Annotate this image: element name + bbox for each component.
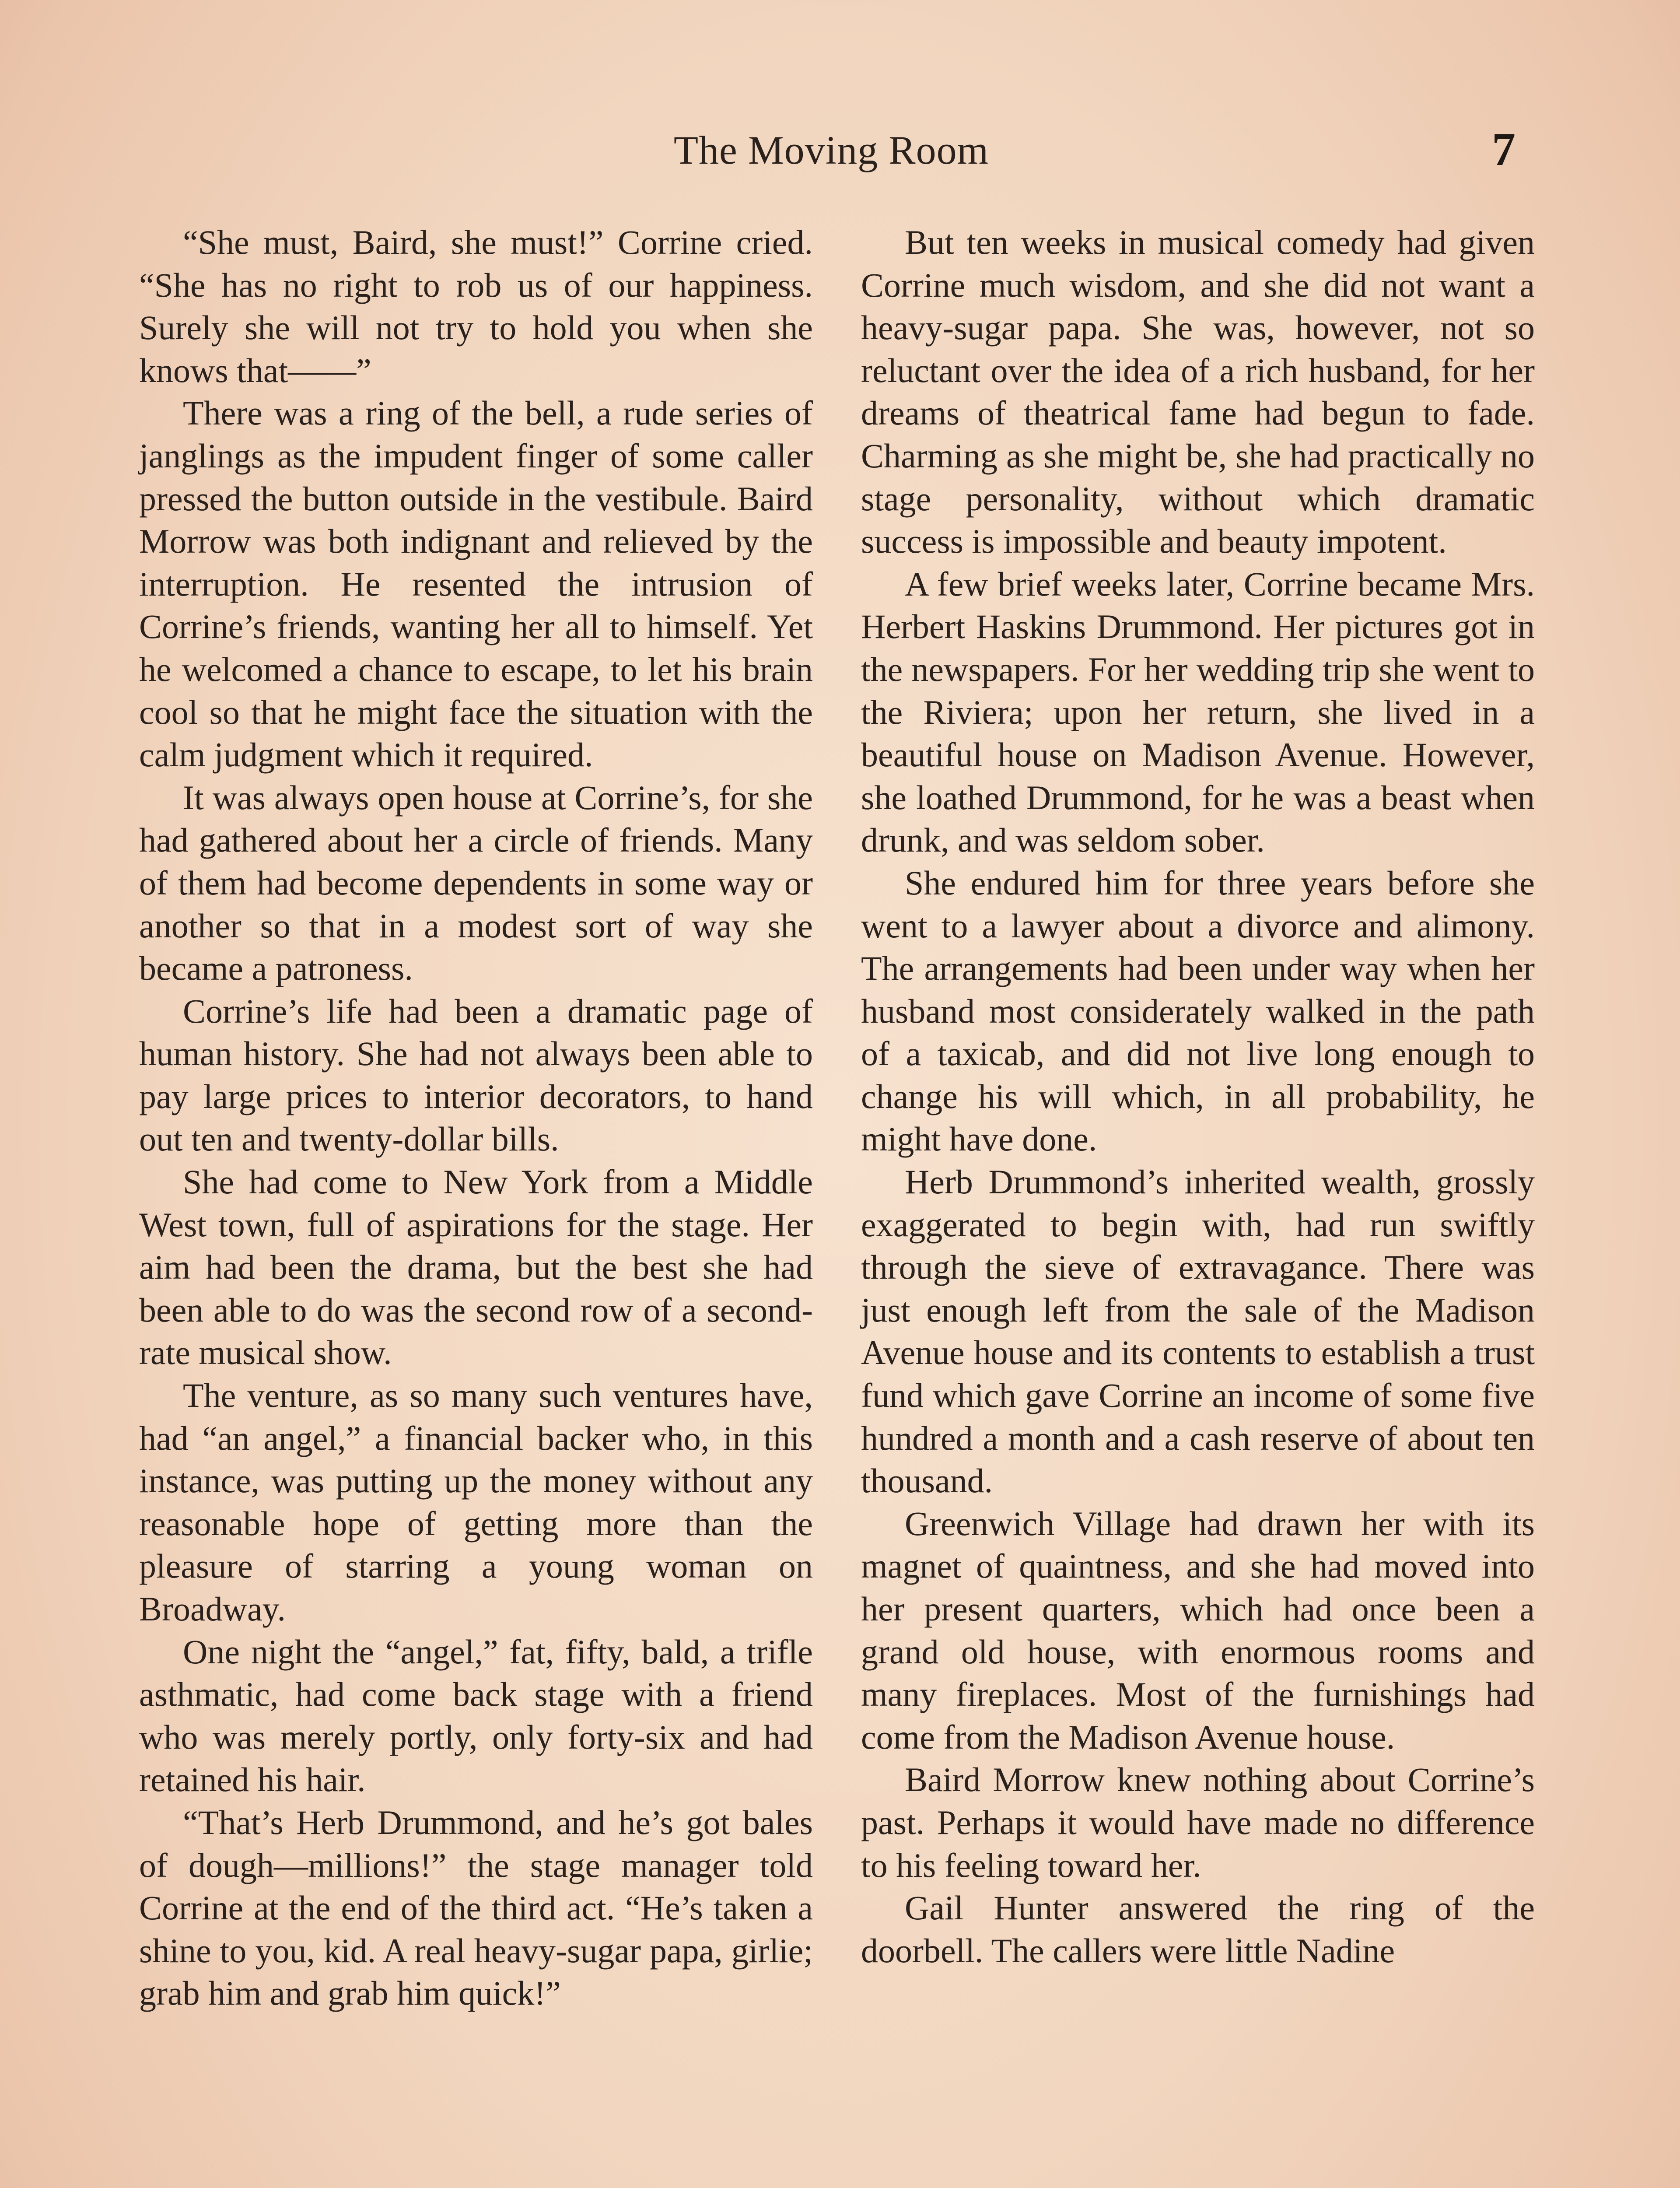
paragraph: Herb Drummond’s inherited wealth, grossly exaggerated to begin with, had run swiftly through the sieve of extravagance. There was just enough left from the sale of the Madison Avenue house and its contents to establish a trust fund which gave Corrine an income of some five hundred a month and a cash reserve of about ten thousand. <box>861 1163 1535 1500</box>
paragraph: A few brief weeks later, Corrine became Mrs. Herbert Haskins Drummond. Her pictures got in the newspapers. For her wedding trip she went to the Riviera; upon her return, she lived in a beautiful house on Madison Avenue. However, she loathed Drummond, for he was a beast when drunk, and was seldom sober. <box>861 565 1535 859</box>
paragraph: Greenwich Village had drawn her with its magnet of quaintness, and she had moved into her present quarters, which had once been a grand old house, with enormous rooms and many fireplaces. Most of the furnishings had come from the Madison Avenue house. <box>861 1504 1535 1756</box>
paragraph: She endured him for three years before she went to a lawyer about a divorce and alimony. The arrangements had been under way when her husband most considerately walked in the path of a taxicab, and did not live long enough to change his will which, in all probability, he might have done. <box>861 863 1535 1158</box>
page-header <box>0 123 1680 193</box>
page-number: 7 <box>1492 123 1516 175</box>
running-title: The Moving Room <box>673 128 989 172</box>
paragraph: Corrine’s life had been a dramatic page of human history. She had not always been able to pay large prices to interior decorators, to hand out ten and twenty-dollar bills. <box>139 992 813 1158</box>
paragraph: There was a ring of the bell, a rude series of janglings as the impudent finger of some caller pressed the button outside in the vestibule. Baird Morrow was both indignant and relieved by the interruption. He resented the intrusion of Corrine’s friends, wanting her all to himself. Yet he welcomed a chance to escape, to let his brain cool so that he might face the situation with the calm judgment which it required. <box>139 394 813 774</box>
paragraph: One night the “angel,” fat, fifty, bald, a trifle asthmatic, had come back stage with a friend who was merely portly, only forty-six and had retained his hair. <box>139 1632 813 1799</box>
paragraph: But ten weeks in musical comedy had given Corrine much wisdom, and she did not want a heavy-sugar papa. She was, however, not so reluctant over the idea of a rich husband, for her dreams of theatrical fame had begun to fade. Charming as she might be, she had practically no stage personality, without which dramatic success is impossible and beauty impotent. <box>861 223 1535 561</box>
paragraph: Gail Hunter answered the ring of the doorbell. The callers were little Nadine <box>861 1889 1535 1970</box>
paragraph: The venture, as so many such ventures have, had “an angel,” a financial backer who, in this instance, was putting up the money without any reasonable hope of getting more than the pleasure of starring a young woman on Broadway. <box>139 1376 813 1628</box>
paragraph: “She must, Baird, she must!” Corrine cried. “She has no right to rob us of our happiness. Surely she will not try to hold you when she knows that——” <box>139 223 813 389</box>
paragraph: It was always open house at Corrine’s, for she had gathered about her a circle of friends. Many of them had become dependents in some way or another so that in a modest sort of way she became a patroness. <box>139 778 813 988</box>
right-column <box>861 221 1535 1972</box>
left-column <box>139 221 813 2015</box>
paragraph: “That’s Herb Drummond, and he’s got bales of dough—millions!” the stage manager told Corrine at the end of the third act. “He’s taken a shine to you, kid. A real heavy-sugar papa, girlie; grab him and grab him quick!” <box>139 1803 813 2013</box>
paragraph: Baird Morrow knew nothing about Corrine’s past. Perhaps it would have made no difference to his feeling toward her. <box>861 1760 1535 1884</box>
paragraph: She had come to New York from a Middle West town, full of aspirations for the stage. Her aim had been the drama, but the best she had been able to do was the second row of a second-rate musical show. <box>139 1163 813 1372</box>
